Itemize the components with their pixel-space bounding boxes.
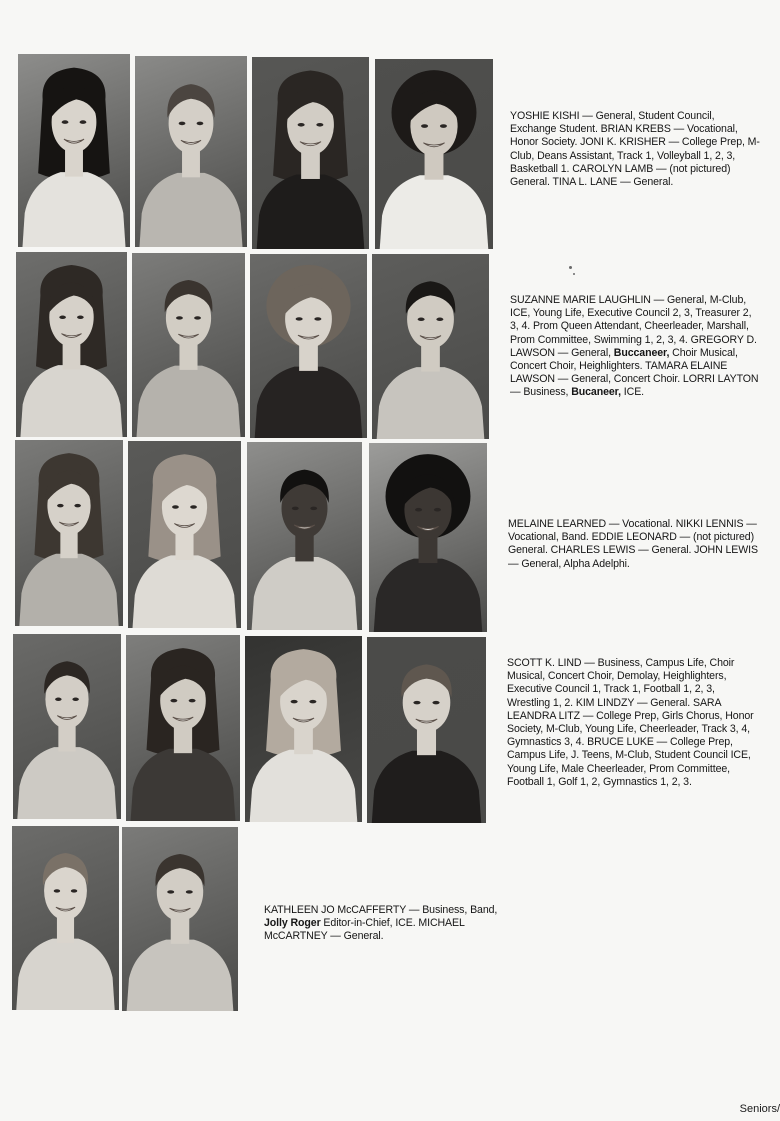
caption-block	[510, 294, 761, 400]
portrait-photo	[132, 253, 245, 437]
caption-run: SUZANNE MARIE LAUGHLIN — General, M-Club, ICE, Young Life, Executive Council 2, 3, Treasurer 2, 3, 4. Prom Queen Attendant, Cheerleader, Marshall, Prom Committee, Swimming 1, 2, 3, 4. GREGORY D. LAWSON — General,	[510, 294, 757, 359]
eye	[432, 701, 439, 705]
portrait-photo	[369, 443, 487, 632]
eye	[72, 698, 78, 701]
shirt	[20, 365, 122, 437]
shirt	[377, 367, 485, 439]
eye	[57, 504, 63, 508]
eye	[418, 318, 425, 321]
shirt	[131, 749, 236, 821]
caption-run: KATHLEEN JO McCAFFERTY — Business, Band,	[264, 904, 498, 916]
caption-text	[507, 657, 759, 789]
portrait-figure	[128, 441, 241, 628]
caption-block	[508, 518, 760, 571]
eye	[440, 124, 447, 128]
eye	[176, 316, 183, 319]
eye	[415, 508, 422, 512]
shirt	[374, 559, 483, 632]
portrait-figure	[375, 59, 493, 249]
caption-block	[507, 657, 759, 789]
eye	[296, 317, 303, 320]
eye	[54, 889, 60, 892]
portrait-photo	[128, 441, 241, 628]
portrait-photo	[13, 634, 121, 819]
portrait-figure	[252, 57, 369, 249]
eye	[59, 316, 66, 319]
print-speck	[569, 266, 572, 269]
caption-run: Choir Musical, Concert Choir, Heighlighters. TAMARA ELAINE LAWSON — General, Concert Choir. LORRI LAYTON — Business,	[510, 346, 759, 399]
portrait-photo	[252, 57, 369, 249]
shirt	[139, 173, 242, 247]
portrait-photo	[12, 826, 119, 1010]
eye	[189, 699, 196, 703]
caption-run: MELAINE LEARNED — Vocational. NIKKI LENNIS — Vocational, Band. EDDIE LEONARD — (not pictured) General. CHARLES LEWIS — General. JOHN LEWIS — General, Alpha Adelphi.	[508, 518, 758, 570]
eye	[434, 508, 441, 512]
caption-text	[264, 904, 520, 944]
eye	[316, 123, 323, 127]
print-speck	[573, 273, 575, 275]
eye	[436, 318, 443, 321]
eye	[413, 701, 420, 705]
caption-block	[264, 904, 520, 944]
shirt	[16, 939, 114, 1010]
eye	[309, 700, 316, 704]
shirt	[17, 747, 116, 819]
caption-run: Editor-in-Chief, ICE. MICHAEL McCARTNEY — General.	[264, 917, 465, 943]
page-folio: Seniors/	[739, 1103, 780, 1115]
portrait-figure	[15, 440, 123, 626]
portrait-photo	[367, 637, 486, 823]
portrait-photo	[16, 252, 127, 437]
shirt	[22, 172, 125, 247]
portrait-figure	[13, 634, 121, 819]
portrait-photo	[375, 59, 493, 249]
eye	[314, 317, 321, 320]
portrait-figure	[18, 54, 130, 247]
portrait-figure	[12, 826, 119, 1010]
shirt	[19, 554, 118, 626]
eye	[77, 316, 84, 319]
eye	[292, 507, 299, 511]
portrait-figure	[250, 254, 367, 438]
portrait-photo	[135, 56, 247, 247]
eye	[310, 507, 317, 511]
shirt	[257, 174, 365, 249]
shirt	[252, 557, 358, 630]
portrait-figure	[135, 56, 247, 247]
portrait-photo	[247, 442, 362, 630]
portrait-figure	[369, 443, 487, 632]
portrait-figure	[367, 637, 486, 823]
eye	[291, 700, 298, 704]
shirt	[255, 367, 363, 438]
eye	[80, 120, 87, 124]
portrait-figure	[132, 253, 245, 437]
portrait-photo	[122, 827, 238, 1011]
eye	[194, 316, 201, 319]
portrait-figure	[122, 827, 238, 1011]
eye	[55, 698, 61, 701]
portrait-figure	[16, 252, 127, 437]
portrait-figure	[372, 254, 489, 439]
portrait-figure	[126, 635, 240, 821]
eye	[190, 505, 197, 509]
portrait-photo	[15, 440, 123, 626]
portrait-photo	[126, 635, 240, 821]
portrait-figure	[247, 442, 362, 630]
caption-bold-text: Jolly Roger	[264, 917, 321, 930]
portrait-photo	[245, 636, 362, 822]
caption-bold-text: Buccaneer,	[613, 346, 670, 359]
shirt	[372, 751, 481, 823]
eye	[186, 890, 193, 893]
portrait-figure	[245, 636, 362, 822]
shirt	[127, 940, 234, 1011]
eye	[71, 889, 77, 892]
caption-run: YOSHIE KISHI — General, Student Council, Exchange Student. BRIAN KREBS — Vocational, Honor Society. JONI K. KRISHER — College Prep, M-Club, Deans Assistant, Track 1, Volleyball 1, 2, 3, Basketball 1. CAROLYN LAMB — (not pictured) General. TINA L. LANE — General.	[510, 110, 760, 189]
eye	[167, 890, 174, 893]
caption-run: SCOTT K. LIND — Business, Campus Life, Choir Musical, Concert Choir, Demolay, Heighlighters, Executive Council 1, Track 1, Football 1, 2, 3, Wrestling 1, 2. KIM LINDZY — General. SARA LEANDRA LITZ — College Prep, Girls Chorus, Honor Society, M-Club, Young Life, Cheerleader, Track 3, 4, Gymnastics 3, 4. BRUCE LUKE — College Prep, Campus Life, J. Teens, M-Club, Student Council ICE, Young Life, Male Cheerleader, Prom Committee, Football 1, Golf 1, 2, Gymnastics 1, 2, 3.	[507, 657, 754, 788]
caption-text	[508, 518, 760, 571]
caption-text	[510, 110, 760, 189]
caption-run: ICE.	[620, 386, 645, 399]
caption-text	[510, 294, 761, 400]
eye	[421, 124, 428, 128]
eye	[170, 699, 177, 703]
eye	[179, 122, 186, 126]
portrait-photo	[250, 254, 367, 438]
eye	[197, 122, 204, 126]
shirt	[137, 366, 241, 437]
caption-block	[510, 110, 760, 189]
shirt	[380, 175, 489, 249]
portrait-photo	[372, 254, 489, 439]
eye	[298, 123, 305, 127]
eye	[172, 505, 179, 509]
shirt	[250, 750, 358, 822]
caption-bold-text: Bucaneer,	[571, 386, 621, 399]
shirt	[133, 555, 237, 628]
eye	[74, 504, 80, 508]
eye	[62, 120, 69, 124]
portrait-photo	[18, 54, 130, 247]
